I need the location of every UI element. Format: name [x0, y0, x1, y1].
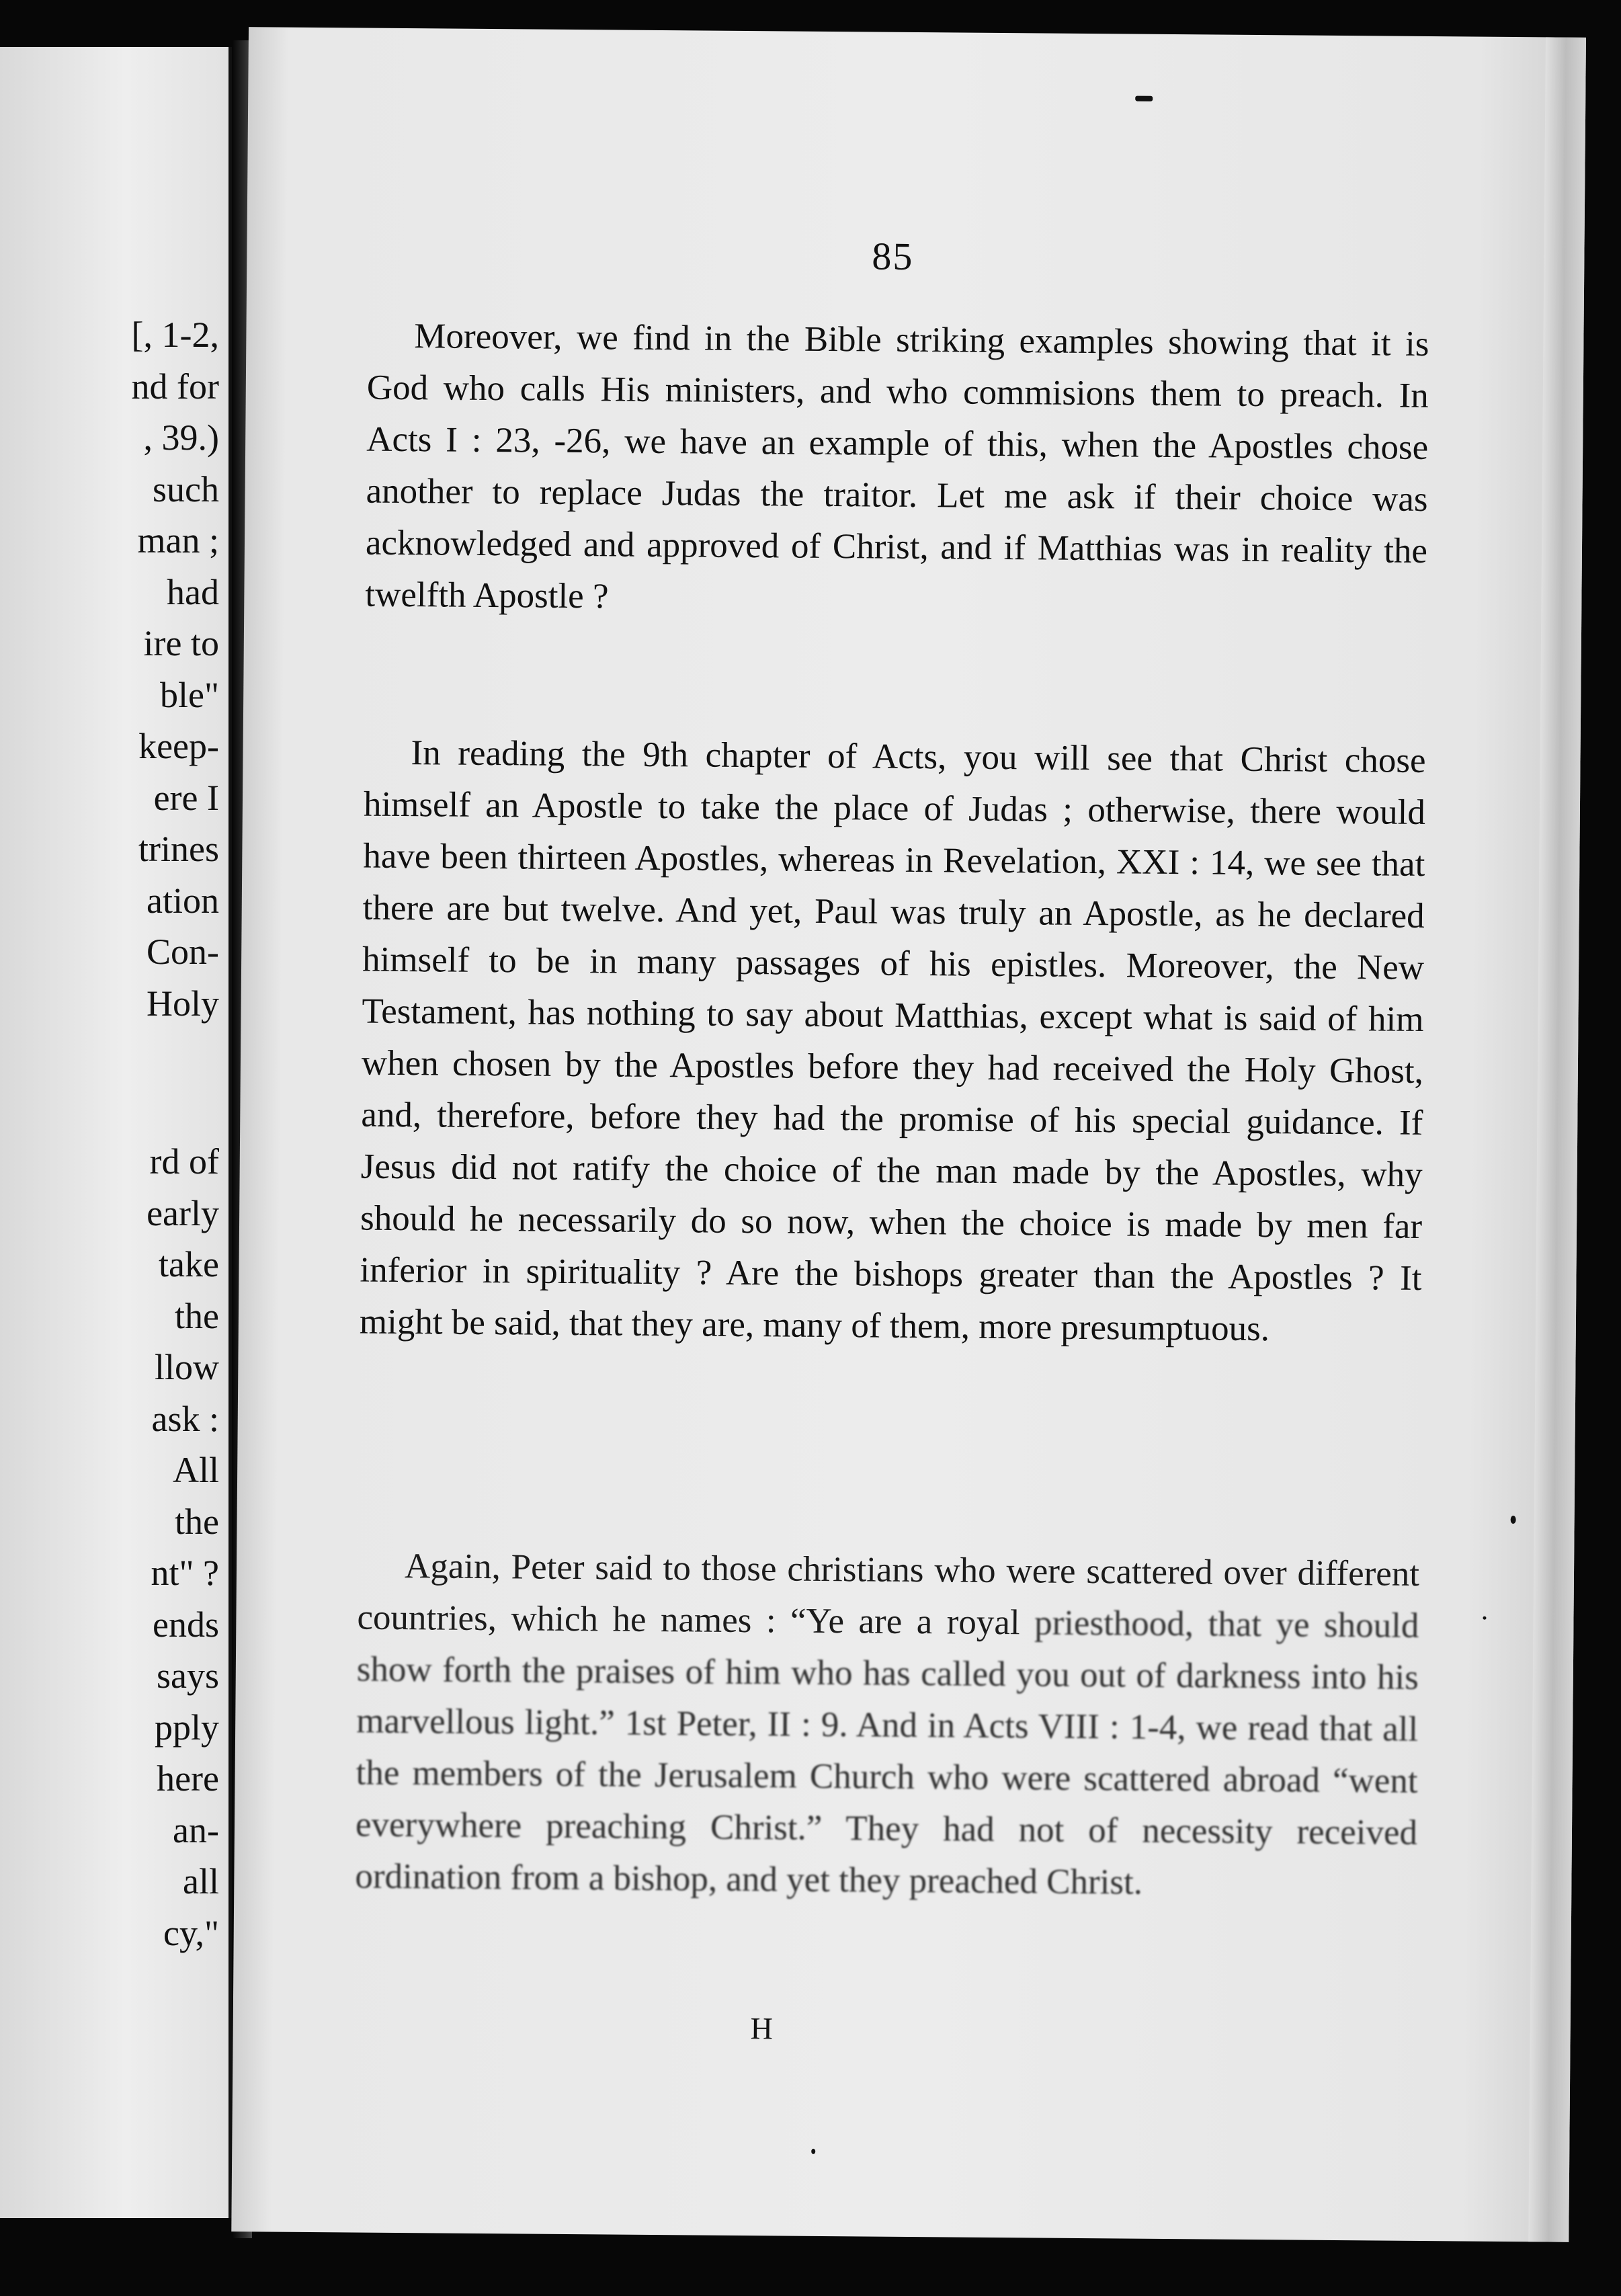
previous-page-line: early: [147, 1192, 219, 1233]
previous-page-line-list: [132, 309, 219, 1959]
previous-page-line: Con-: [147, 932, 219, 972]
previous-page-line: [, 1-2,: [131, 315, 219, 355]
previous-page-line: keep-: [138, 726, 219, 766]
previous-page-line: nt" ?: [151, 1553, 219, 1593]
previous-page-line: an-: [173, 1809, 219, 1850]
previous-page-line: the: [175, 1501, 219, 1542]
previous-page-line: had: [167, 571, 219, 612]
ink-speck: [1511, 1516, 1516, 1524]
signature-mark: H: [750, 2011, 774, 2046]
page-number: 85: [872, 234, 914, 278]
previous-page-line: ends: [153, 1604, 219, 1645]
previous-page-line: ask :: [151, 1398, 219, 1439]
main-page: [231, 27, 1586, 2242]
paragraph-1: Moreover, we find in the Bible striking examples showing that it is God who calls His ministers, and who commisions them to preach. In Acts I : 23, -26, we have an example of this, when the Apostles chose another to replace Judas the traitor. Let me ask if their choice was acknowledged and approved of Christ, and if Matthias was in reality the twelfth Apostle ?: [365, 317, 1429, 616]
previous-page-line: the: [175, 1295, 219, 1336]
previous-page-line: man ;: [137, 520, 219, 561]
previous-page-line: here: [157, 1758, 219, 1799]
previous-page-line: llow: [154, 1347, 219, 1387]
previous-page-line: rd of: [149, 1141, 219, 1182]
previous-page-line: ire to: [143, 623, 219, 663]
page-edge: [1528, 37, 1586, 2242]
previous-page-line: take: [159, 1244, 219, 1284]
paragraph-3-clear-text: Again, Peter said to those christians who were scattered over different countries, which he names : “Ye are a royal: [357, 1547, 1420, 1643]
previous-page-line: all: [183, 1861, 219, 1901]
previous-page-line: All: [172, 1450, 219, 1490]
previous-page-line: ation: [147, 880, 219, 921]
previous-page-line: nd for: [131, 366, 219, 407]
ink-speck: [1483, 1616, 1486, 1620]
previous-page-line: trines: [138, 829, 219, 869]
line-gap: [132, 1029, 219, 1136]
paragraph-3-blurred-text: priesthood, that ye should show forth the praises of him who has called you out of darkness into his marvellous light.” 1st Peter, II : 9. And in Acts VIII : 1-4, we read that all the members of the Jerusalem Church who were scattered abroad “went everywhere preaching Christ.” They had not of necessity received ordination from a bishop, and yet they preached Christ.: [355, 1603, 1419, 1902]
previous-page-line: , 39.): [143, 417, 219, 458]
previous-page-fragment: [0, 47, 238, 2218]
previous-page-line: such: [153, 468, 219, 509]
ink-speck: [1135, 96, 1153, 101]
previous-page-line: says: [157, 1655, 219, 1696]
previous-page-line: Holy: [147, 983, 219, 1024]
ink-speck: [811, 2149, 815, 2154]
previous-page-line: ere I: [153, 777, 219, 818]
paragraph-2: In reading the 9th chapter of Acts, you will see that Christ chose himself an Apostle to take the place of Judas ; otherwise, there would have been thirteen Apostles, whereas in Revelation, XXI : 14, we see that there are but twelve. And yet, Paul was truly an Apostle, as he declared himself to be in many passages of his epistles. Moreover, the New Testament, has nothing to say about Matthias, except what is said of him when chosen by the Apostles before they had received the Holy Ghost, and, therefore, before they had the promise of his special guidance. If Jesus did not ratify the choice of the man made by the Apostles, why should he necessarily do so now, when the choice is made by men far inferior in spirituality ? Are the bishops greater than the Apostles ? It might be said, that they are, many of them, more presumptuous.: [359, 733, 1426, 1349]
previous-page-line: pply: [154, 1707, 219, 1748]
previous-page-line: ble": [159, 674, 219, 715]
previous-page-line: cy,": [163, 1912, 219, 1953]
paragraph-3: [355, 1541, 1419, 1911]
